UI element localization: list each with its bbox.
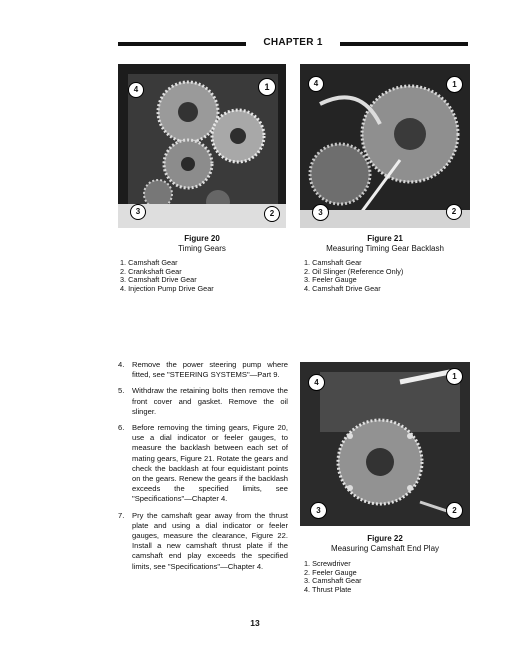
figure-22-title: Measuring Camshaft End Play	[330, 544, 440, 553]
callout-1: 1	[446, 76, 463, 93]
figure-21-legend	[304, 259, 403, 293]
callout-2: 2	[264, 206, 280, 222]
legend-item: 1. Camshaft Gear	[304, 258, 362, 267]
legend-item: 2. Oil Slinger (Reference Only)	[304, 266, 404, 276]
figure-21-title: Measuring Timing Gear Backlash	[326, 244, 444, 253]
legend-item: 3. Camshaft Gear	[304, 576, 362, 586]
callout-2: 2	[446, 502, 463, 519]
step-text: Pry the camshaft gear away from the thrust plate and using a dial indicator or feeler gauges, measure the clearance, Figure 22. Install a new camshaft thrust plate if the camshaft end play exceeds the specified limits, see "Specifications"—Chapter 4.	[132, 510, 288, 571]
step-item	[118, 423, 288, 505]
chapter-header	[118, 38, 468, 50]
chapter-title: CHAPTER 1	[263, 37, 323, 48]
procedure-steps	[118, 360, 288, 578]
callout-3: 3	[310, 502, 327, 519]
figure-20-title: Timing Gears	[178, 244, 226, 253]
callout-2: 2	[446, 204, 462, 220]
callout-4: 4	[128, 82, 144, 98]
figure-20-number: Figure 20	[184, 234, 220, 243]
figure-21-photo	[300, 64, 470, 228]
page-number: 13	[250, 618, 260, 628]
legend-item: 2. Feeler Gauge	[304, 567, 357, 577]
step-text: Withdraw the retaining bolts then remove the front cover and gasket. Remove the oil slinger.	[132, 386, 288, 416]
figure-21-number: Figure 21	[367, 234, 403, 243]
legend-item: 1. Screwdriver	[304, 559, 351, 568]
callout-1: 1	[258, 78, 276, 96]
step-number: 6.	[118, 423, 125, 433]
step-number: 7.	[118, 510, 125, 520]
header-rule-left	[118, 42, 246, 46]
legend-item: 3. Camshaft Drive Gear	[120, 275, 197, 285]
header-rule-right	[340, 42, 468, 46]
step-item	[118, 360, 288, 380]
legend-item: 1. Camshaft Gear	[120, 258, 178, 267]
figure-22-legend	[304, 560, 362, 594]
figure-22-photo	[300, 362, 470, 526]
step-text: Before removing the timing gears, Figure 20, use a dial indicator or feeler gauges, to measure the backlash between each set of mating gears, Figure 21. Rotate the gears and check the backlash at four equidistant points on the gears. Renew the gears if the backlash exceeds the specified limits, see "Specifications"—Chapter 4.	[132, 423, 288, 504]
figure-21-caption	[300, 234, 470, 254]
callout-4: 4	[308, 374, 325, 391]
callout-3: 3	[130, 204, 146, 220]
legend-item: 3. Feeler Gauge	[304, 275, 357, 285]
end-play-measurement-illustration	[300, 362, 470, 526]
figure-20-legend	[120, 259, 214, 293]
figure-20-photo	[118, 64, 286, 228]
figure-20-caption	[118, 234, 286, 254]
callout-1: 1	[446, 368, 463, 385]
legend-item: 4. Injection Pump Drive Gear	[120, 283, 214, 293]
callout-4: 4	[308, 76, 324, 92]
step-number: 4.	[118, 360, 125, 369]
figure-22-caption	[300, 534, 470, 554]
step-text: Remove the power steering pump where fitted, see "STEERING SYSTEMS"—Part 9.	[132, 360, 288, 380]
step-item	[118, 386, 288, 417]
legend-item: 2. Crankshaft Gear	[120, 266, 182, 276]
step-number: 5.	[118, 386, 125, 396]
legend-item: 4. Camshaft Drive Gear	[304, 283, 381, 293]
legend-item: 4. Thrust Plate	[304, 584, 352, 594]
figure-22-number: Figure 22	[367, 534, 403, 543]
callout-3: 3	[312, 204, 329, 221]
step-item	[118, 511, 288, 572]
backlash-measurement-illustration	[300, 64, 470, 228]
